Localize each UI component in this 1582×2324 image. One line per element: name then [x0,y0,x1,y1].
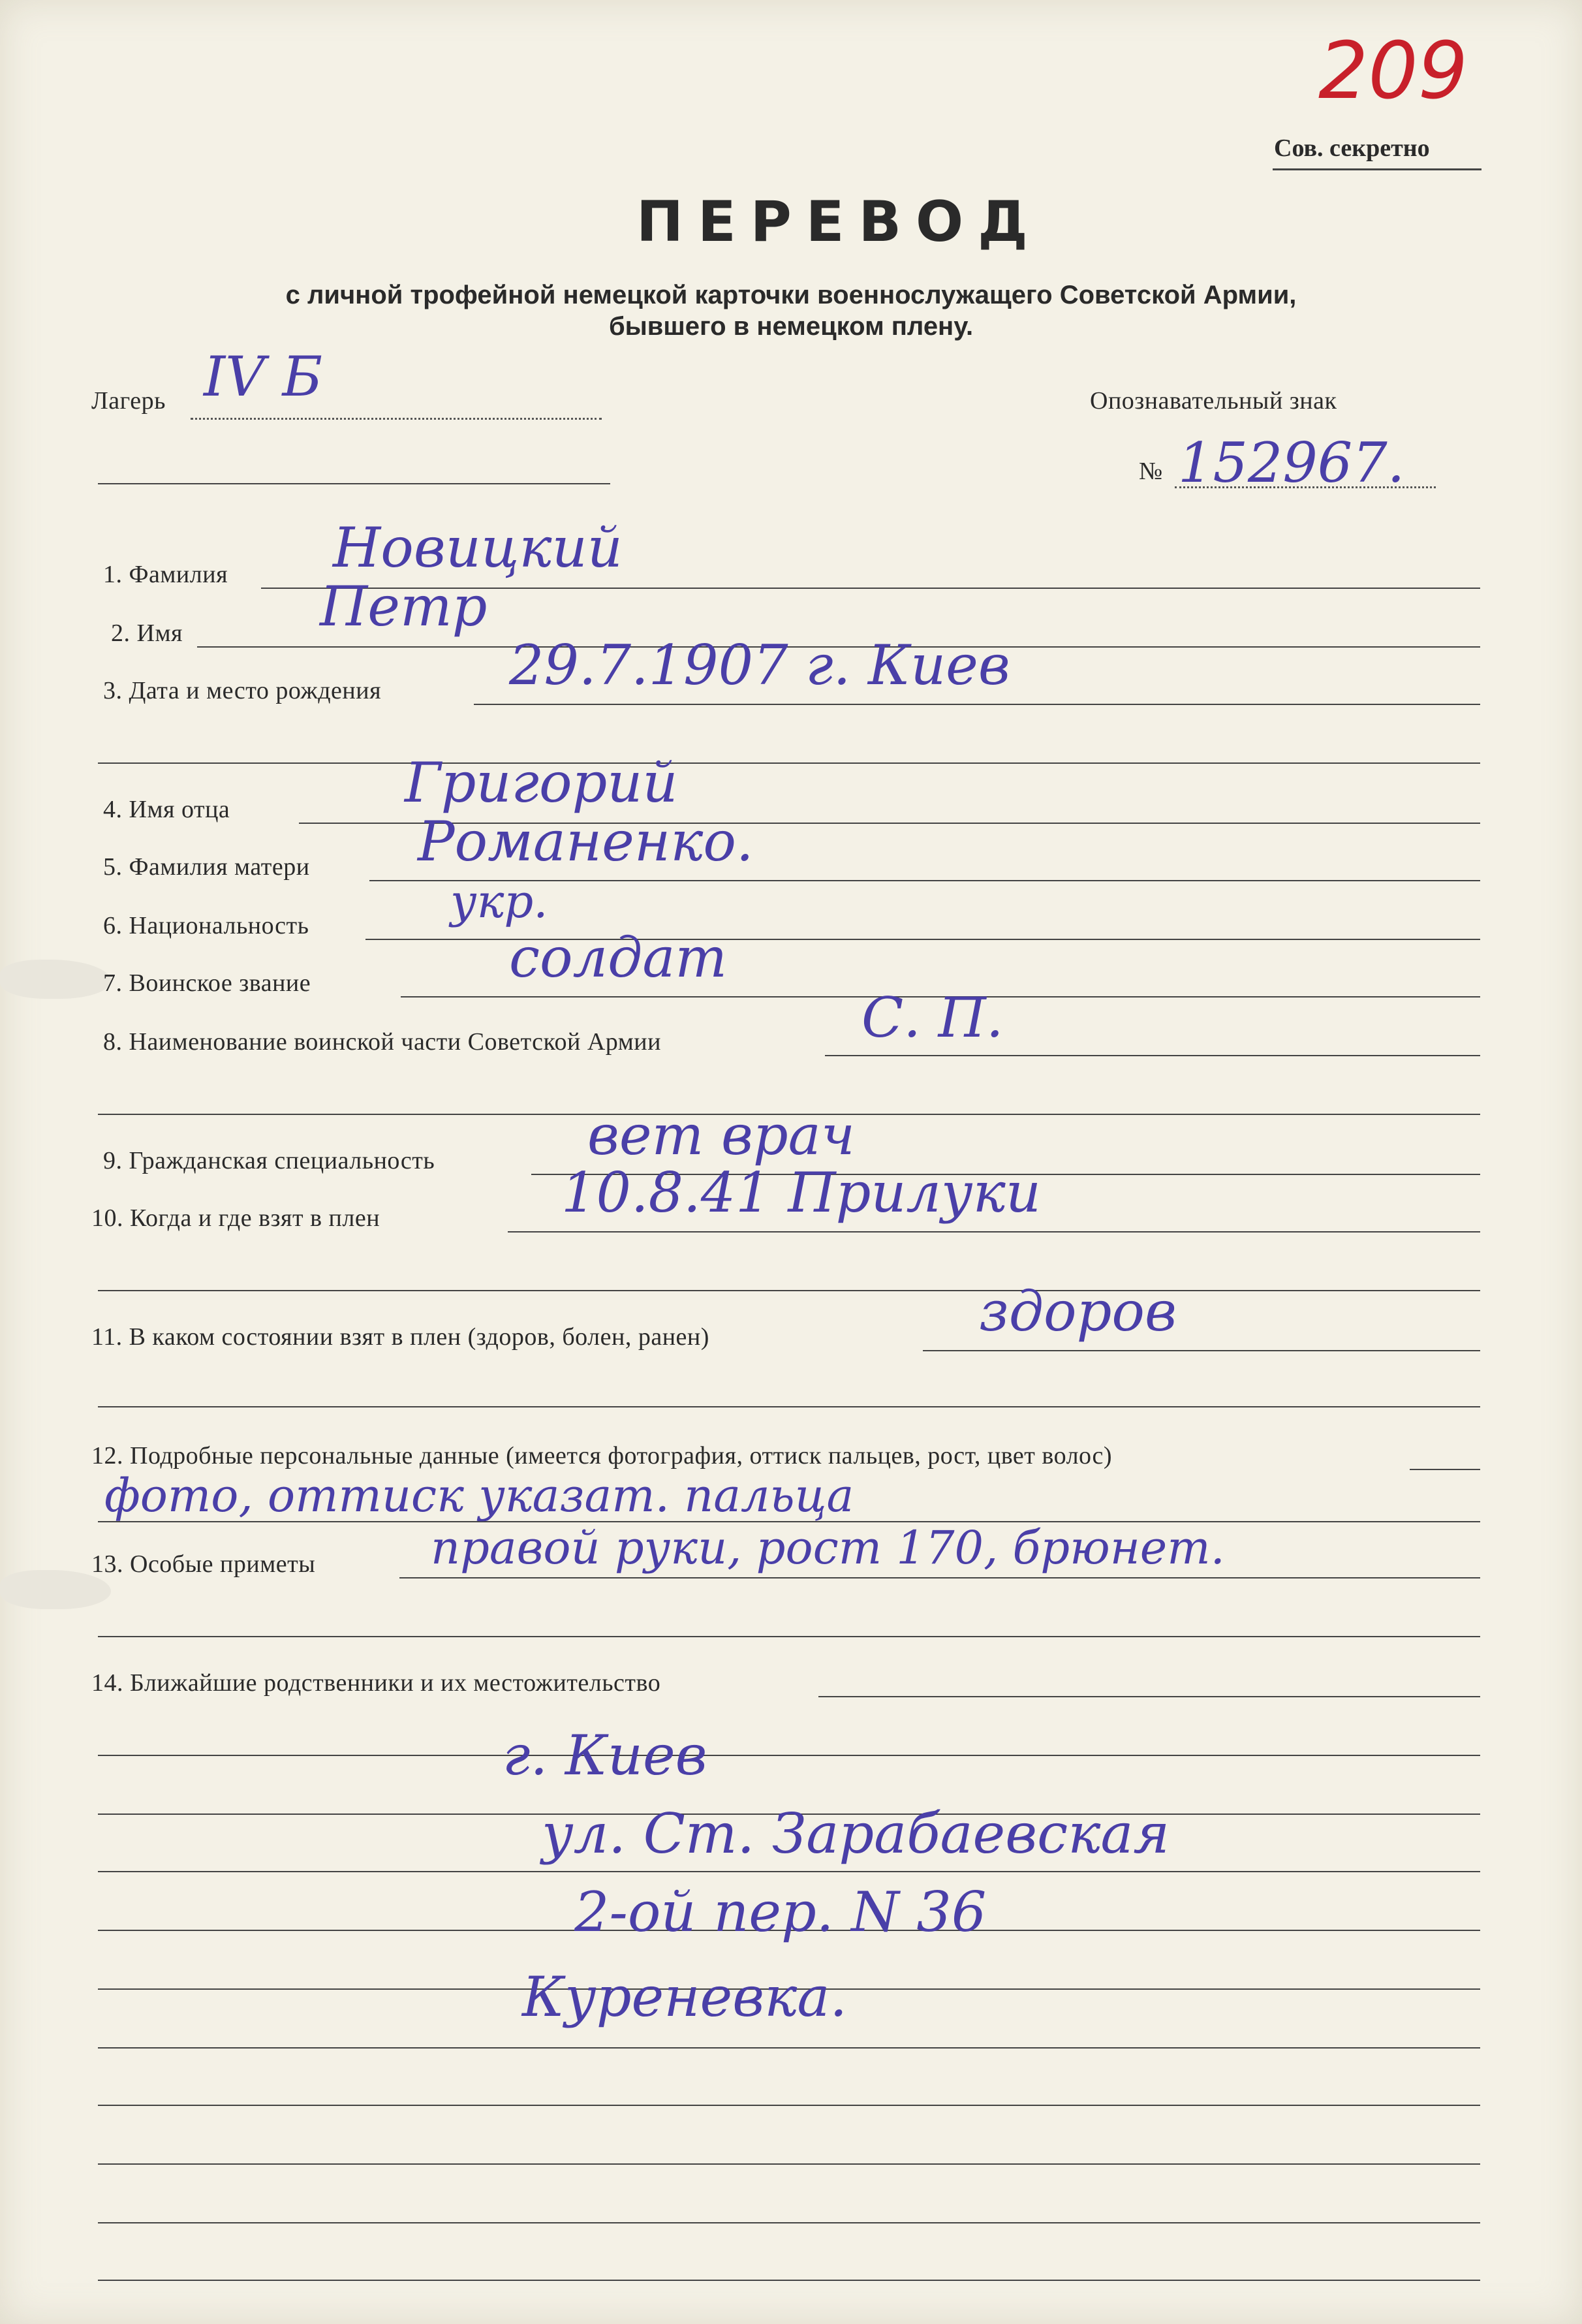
field-unit-value: С. П. [861,986,1004,1050]
field-captured-line [508,1231,1480,1233]
field-father-label: 4. Имя отца [103,796,230,823]
relatives-ruled-line [98,1871,1480,1872]
torn-edge-upper [0,960,111,999]
field-birth-value: 29.7.1907 г. Киев [509,633,1010,697]
document-title: ПЕРЕВОД [636,189,1042,255]
field-unit-line [825,1055,1480,1056]
camp-value: IV Б [204,345,323,409]
field-personal-data-line [1410,1469,1480,1470]
id-tag-label: Опознавательный знак [1090,387,1337,415]
field-name-value: Петр [320,574,488,638]
field-condition-line [923,1350,1480,1351]
camp-second-line [98,483,610,484]
document-subtitle-line2: бывшего в немецком плену. [608,312,974,341]
document-subtitle-line1: с личной трофейной немецкой карточки военнослужащего Советской Армии, [285,281,1297,309]
field-captured-line2 [98,1290,1480,1291]
field-rank-label: 7. Воинское звание [103,969,311,997]
relatives-ruled-line [98,2105,1480,2106]
field-birth-line2 [98,762,1480,764]
relatives-address-line4: Куреневка. [522,1965,848,2029]
relatives-ruled-line [98,2280,1480,2281]
field-name-label: 2. Имя [111,620,183,647]
field-condition-line2 [98,1406,1480,1407]
field-captured-value: 10.8.41 Прилуки [561,1161,1041,1225]
field-mother-label: 5. Фамилия матери [103,853,310,881]
archive-number: 209 [1318,26,1468,117]
field-nationality-value: укр. [450,875,548,928]
field-features-value: правой руки, рост 170, брюнет. [431,1521,1225,1575]
classification-underline [1273,168,1481,170]
field-relatives-label: 14. Ближайшие родственники и их местожительство [91,1669,661,1697]
relatives-ruled-line [98,2222,1480,2223]
field-features-label: 13. Особые приметы [91,1550,316,1578]
field-profession-label: 9. Гражданская специальность [103,1147,435,1174]
relatives-ruled-line [98,2163,1480,2165]
field-birth-line [474,704,1480,705]
field-nationality-label: 6. Национальность [103,912,309,939]
relatives-address-line3: 2-ой пер. N 36 [574,1880,987,1944]
field-surname-value: Новицкий [333,516,623,580]
relatives-ruled-line [98,2047,1480,2049]
field-mother-value: Романенко. [418,809,754,873]
field-surname-label: 1. Фамилия [103,561,228,588]
id-tag-number-prefix: № [1139,458,1163,485]
field-personal-data-label: 12. Подробные персональные данные (имеется фотография, оттиск пальцев, рост, цвет волос) [91,1442,1112,1469]
field-condition-value: здоров [979,1280,1177,1343]
field-condition-label: 11. В каком состоянии взят в плен (здоров, болен, ранен) [91,1323,709,1351]
camp-line [191,418,602,420]
relatives-ruled-line [98,1755,1480,1756]
field-personal-data-value: фото, оттиск указат. пальца [104,1469,854,1522]
field-profession-value: вет врач [587,1103,855,1167]
field-father-value: Григорий [405,751,678,815]
id-tag-value: 152967. [1178,431,1405,495]
relatives-address-line2: ул. Ст. Зарабаевская [542,1802,1170,1866]
field-rank-value: солдат [509,926,728,990]
classification-stamp: Сов. секретно [1274,134,1430,162]
relatives-address-line1: г. Киев [503,1723,707,1787]
camp-label: Лагерь [91,387,166,415]
field-features-line2 [98,1636,1480,1637]
field-unit-label: 8. Наименование воинской части Советской Армии [103,1028,661,1056]
field-features-line [399,1577,1480,1578]
field-relatives-line [818,1696,1480,1697]
field-birth-label: 3. Дата и место рождения [103,677,382,704]
field-captured-label: 10. Когда и где взят в плен [91,1204,380,1232]
